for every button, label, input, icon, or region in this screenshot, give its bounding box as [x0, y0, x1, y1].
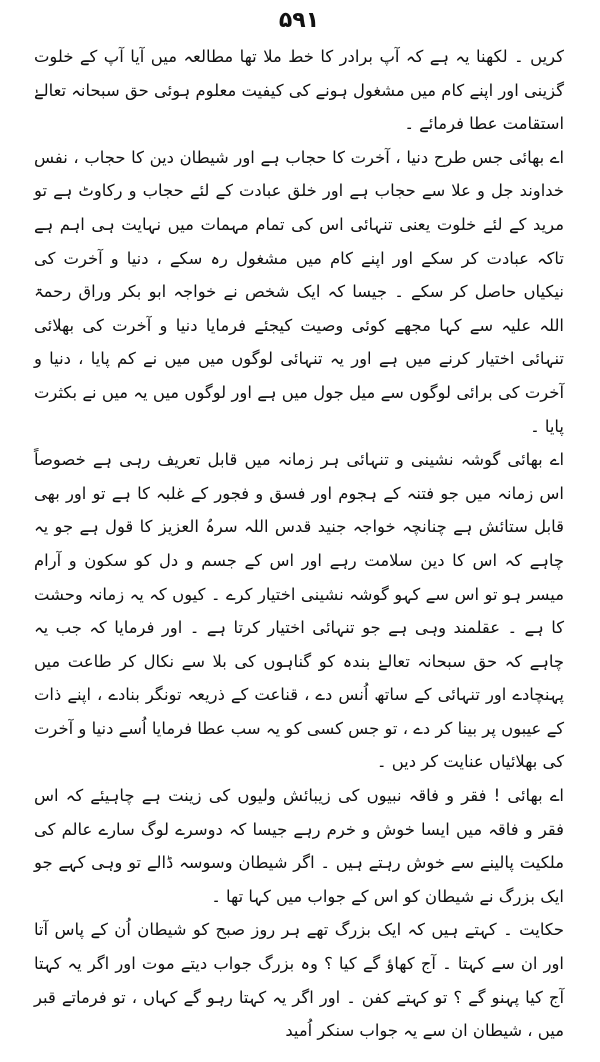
body-text: [34, 40, 564, 1048]
page-number: ۵۹۱: [278, 8, 320, 33]
paragraph-1: کریں ۔ لکھنا یہ ہے کہ آپ برادر کا خط ملا تھا مطالعہ میں آیا آپ کے خلوت گزینی اور اپنے کام میں مشغول ہونے کی کیفیت معلوم ہوئی حق سبحانہ تعالےٰ استقامت عطا فرمائے ۔: [34, 47, 564, 134]
paragraph-5: حکایت ۔ کہتے ہیں کہ ایک بزرگ تھے ہر روز صبح کو شیطان اُن کے پاس آتا اور ان سے کہتا ۔ آج کھاؤ گے کیا ؟ وہ بزرگ جواب دیتے موت اور اگر یہ کہتا آج کیا پہنو گے ؟ تو کہتے کفن ۔ اور اگر یہ کہتا رہو گے کہاں ، تو فرماتے قبر میں ، شیطان ان سے یہ جواب سنکر اُمید: [34, 920, 564, 1041]
paragraph-2: اے بھائی جس طرح دنیا ، آخرت کا حجاب ہے اور شیطان دین کا حجاب ، نفس خداوند جل و علا سے حجاب ہے اور خلق عبادت کے لئے حجاب و رکاوٹ ہے تو مرید کے لئے خلوت یعنی تنہائی اس کی تمام مہمات میں نہایت ہی اہم ہے تاکہ عبادت کر سکے اور اپنے کام میں مشغول رہ سکے ، دنیا و آخرت کی نیکیاں حاصل کر سکے ۔ جیسا کہ ایک شخص نے خواجہ ابو بکر وراق رحمۃ اللہ علیہ سے کہا مجھے کوئی وصیت کیجئے فرمایا دنیا و آخرت کی بھلائی تنہائی اختیار کرنے میں ہے اور یہ تنہائی لوگوں میں میں نے کم پایا ، دنیا و آخرت کی برائی لوگوں سے میل جول میں ہے اور لوگوں میں یہ میں نے بکثرت پایا ۔: [34, 147, 564, 436]
paragraph-3: اے بھائی گوشہ نشینی و تنہائی ہر زمانہ میں قابل تعریف رہی ہے خصوصاً اس زمانہ میں جو فتنہ کے ہجوم اور فسق و فجور کے غلبہ کا ہے تو اور بھی قابل ستائش ہے چنانچہ خواجہ جنید قدس اللہ سرہُ العزیز کا قول ہے جو یہ چاہے کہ اس کا دین سلامت رہے اور اس کے جسم و دل کو سکون و آرام میسر ہو تو اس سے کہو گوشہ نشینی اختیار کرے ۔ کیوں کہ یہ زمانہ وحشت کا ہے ۔ عقلمند وہی ہے جو تنہائی اختیار کرتا ہے ۔ اور فرمایا کہ جب یہ چاہے کہ حق سبحانہ تعالےٰ بندہ کو گناہوں کی بلا سے نکال کر طاعت میں پہنچادے اور تنہائی کے ساتھ اُنس دے ، قناعت کے ذریعہ تونگر بنادے ، اپنے ذات کے عیبوں پر بینا کر دے ، تو جس کسی کو یہ سب عطا فرمایا اُسے دنیا و آخرت کی بھلائیاں عنایت کر دیں ۔: [34, 450, 564, 772]
paragraph-4: اے بھائی ! فقر و فاقہ نبیوں کی زیبائش ولیوں کی زینت ہے چاہیئے کہ اس فقر و فاقہ میں ایسا خوش و خرم رہے جیسا کہ دوسرے لوگ سارے عالم کی ملکیت پالینے سے خوش رہتے ہیں ۔ اگر شیطان وسوسہ ڈالے تو وہی کہے جو ایک بزرگ نے شیطان کو اس کے جواب میں کہا تھا ۔: [34, 786, 564, 906]
